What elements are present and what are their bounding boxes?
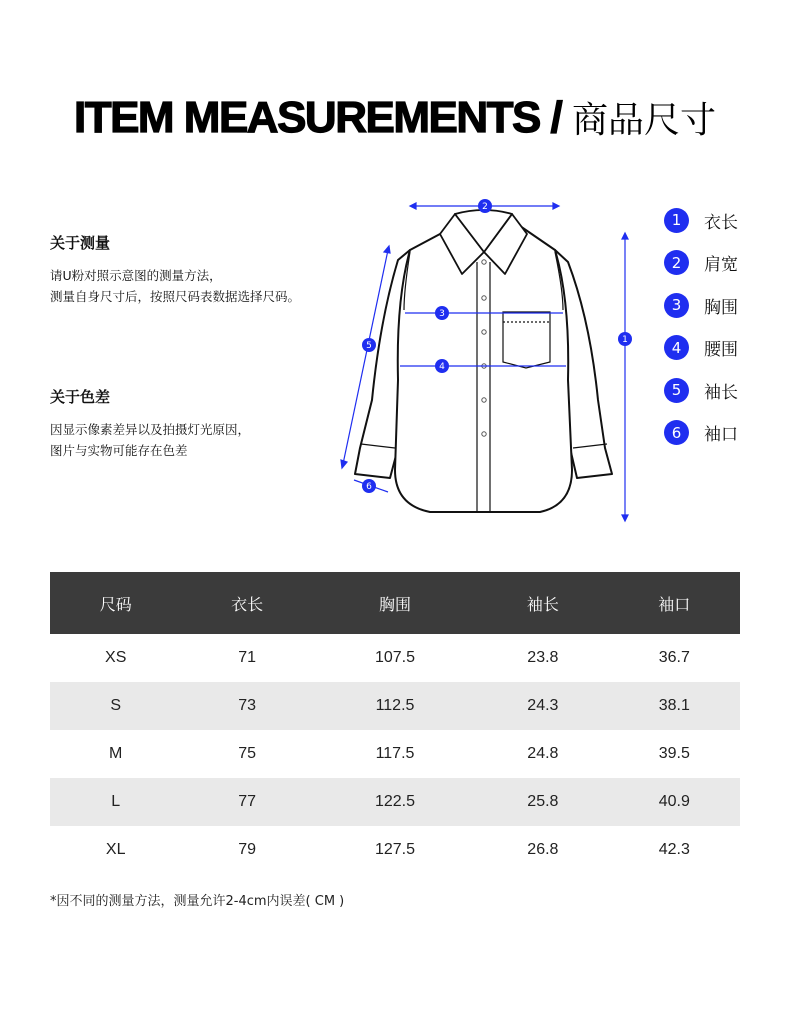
legend-item	[664, 336, 738, 360]
table-cell: 42.3	[658, 841, 690, 858]
table-cell: 77	[181, 778, 312, 826]
diagram-marker-6: 6	[366, 482, 372, 492]
table-cell: 39.5	[658, 745, 690, 762]
table-cell: 24.3	[477, 682, 608, 730]
diagram-marker-2: 2	[482, 202, 488, 212]
shirt-body	[395, 226, 572, 512]
legend-number: 5	[664, 378, 689, 403]
legend-label: 袖口	[704, 425, 738, 446]
diagram-marker-4: 4	[439, 362, 445, 372]
legend-item	[664, 378, 738, 402]
legend-label: 胸围	[704, 297, 738, 318]
measure-note-line: 测量自身尺寸后，按照尺码表数据选择尺码。	[50, 289, 301, 304]
legend-label: 肩宽	[704, 255, 738, 276]
table-cell: 75	[238, 745, 256, 762]
table-cell: 73	[181, 682, 312, 730]
table-cell: 112.5	[313, 682, 477, 730]
table-cell: 38.1	[609, 682, 740, 730]
color-note-heading: 关于色差	[50, 388, 111, 406]
page-title	[0, 92, 790, 143]
table-cell: 107.5	[374, 649, 416, 666]
header-length: 衣长	[181, 572, 312, 634]
table-row	[50, 826, 740, 874]
table-row	[50, 682, 740, 730]
table-cell: 36.7	[658, 649, 690, 666]
legend-item	[664, 208, 738, 232]
header-sleeve: 袖长	[477, 572, 608, 634]
diagram-marker-1: 1	[622, 335, 628, 345]
title-english: ITEM MEASUREMENTS /	[73, 93, 562, 142]
table-cell: 79	[238, 841, 256, 858]
color-note-body	[50, 419, 330, 461]
footnote: *因不同的测量方法，测量允许2-4cm内误差( CM )	[50, 894, 345, 909]
diagram-marker-3: 3	[439, 309, 445, 319]
table-header-row	[50, 572, 740, 634]
legend-label: 衣长	[704, 212, 738, 233]
table-row	[50, 730, 740, 778]
legend-item	[664, 251, 738, 275]
measurement-legend	[664, 208, 738, 464]
shirt-diagram	[330, 190, 650, 530]
measure-note-heading: 关于测量	[50, 234, 111, 252]
legend-item	[664, 421, 738, 445]
color-note	[50, 386, 330, 461]
table-cell: 23.8	[527, 649, 559, 666]
legend-number: 4	[664, 335, 689, 360]
legend-label: 袖长	[704, 382, 738, 403]
table-cell: 26.8	[527, 841, 559, 858]
table-cell: S	[50, 682, 181, 730]
title-chinese: 商品尺寸	[572, 100, 717, 141]
size-table	[50, 572, 740, 874]
color-note-line: 因显示像素差异以及拍摄灯光原因，	[50, 422, 251, 437]
table-cell: M	[109, 745, 123, 762]
table-row	[50, 778, 740, 826]
header-cuff: 袖口	[609, 572, 740, 634]
color-note-line: 图片与实物可能存在色差	[50, 443, 188, 458]
table-cell: 117.5	[375, 745, 415, 762]
table-cell: 122.5	[313, 778, 477, 826]
legend-item	[664, 293, 738, 317]
table-cell: L	[50, 778, 181, 826]
legend-number: 1	[664, 208, 689, 233]
legend-number: 6	[664, 420, 689, 445]
header-size: 尺码	[50, 572, 181, 634]
table-cell: XS	[105, 649, 127, 666]
legend-label: 腰围	[704, 340, 738, 361]
table-cell: 25.8	[477, 778, 608, 826]
header-chest: 胸围	[313, 572, 477, 634]
measure-note-line: 请U粉对照示意图的测量方法，	[50, 268, 222, 283]
measure-note-body	[50, 265, 330, 307]
table-cell: 127.5	[374, 841, 416, 858]
table-cell: XL	[105, 841, 126, 858]
diagram-marker-5: 5	[366, 341, 372, 351]
table-row	[50, 634, 740, 682]
legend-number: 3	[664, 293, 689, 318]
table-cell: 71	[238, 649, 256, 666]
measure-note	[50, 232, 330, 307]
table-cell: 40.9	[609, 778, 740, 826]
legend-number: 2	[664, 250, 689, 275]
table-cell: 24.8	[527, 745, 559, 762]
